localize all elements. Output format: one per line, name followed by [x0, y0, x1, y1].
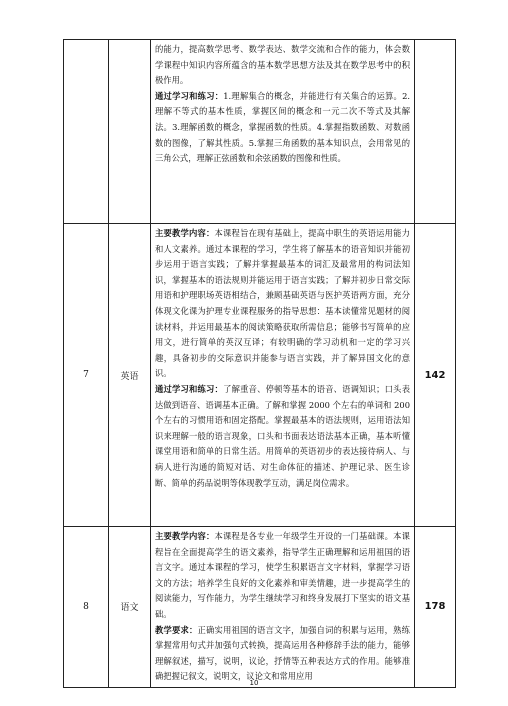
- paragraph-text: 了解重音、停顿等基本的语音、语调知识；口头表达做到语音、语调基本正确。了解和掌握 2000 个左右的单词和 200 个左右的习惯用语和固定搭配。掌握最基本的语法规则，运用语法知识来理解一般的语言现象，口头和书面表达语法基本正确，基本听懂课堂用语和简单的日常生活。用简单的英语初步的表达接待病人、与病人进行沟通的简短对话、对生命体征的描述、护理记录、医生诊断、简单的药品说明等体现教学互动，满足岗位需求。: [155, 383, 410, 488]
- course-hours: 142: [415, 224, 456, 527]
- description-paragraph: [155, 226, 410, 382]
- description-paragraph: [155, 382, 410, 491]
- paragraph-label: 主要教学内容：: [155, 531, 215, 541]
- course-number: 8: [64, 527, 109, 688]
- paragraph-text: 本课程旨在现有基础上，提高中职生的英语运用能力和人文素养。通过本课程的学习，学生将了解基本的语音知识并能初步运用于语言实践；了解并掌握最基本的词汇及最常用的构词法知识，掌握基本的语法规则并能运用于语言实践；了解并初步日常交际用语和护理职场英语相结合，兼顾基础英语与医护英语两方面，充分体现文化课为护理专业课程服务的指导思想：基本读懂常见题材的阅读材料，并运用最基本的阅读策略获取所需信息；能够书写简单的应用文，进行简单的英汉互译；有较明确的学习动机和一定的学习兴趣，具备初步的交际意识并能参与语言实践，并了解异国文化的意识。: [155, 228, 410, 379]
- paragraph-label: 教学要求：: [155, 624, 198, 635]
- paragraph-text: 本课程是各专业一年级学生开设的一门基础课。本课程旨在全面提高学生的语文素养，指导学生正确理解和运用祖国的语言文字。通过本课程的学习，使学生积累语言文字材料，掌握学习语文的方法；培养学生良好的文化素养和审美情趣，进一步提高学生的阅读能力，写作能力，为学生继续学习和终身发展打下坚实的语文基础。: [155, 531, 410, 619]
- course-subject: 英语: [109, 224, 151, 527]
- description-paragraph: [155, 623, 410, 685]
- course-number: 7: [64, 224, 109, 527]
- paragraph-label: 通过学习和练习：: [155, 383, 224, 394]
- paragraph-label: 主要教学内容：: [155, 228, 215, 238]
- paragraph-text: 的能力，提高数学思考、数学表达、数学交流和合作的能力，体会数学课程中知识内容所蕴含的基本数学思想方法及其在数学思考中的积极作用。: [155, 44, 410, 86]
- course-subject: 语文: [109, 527, 151, 688]
- course-description: [151, 40, 415, 224]
- description-paragraph: [155, 529, 410, 623]
- paragraph-text: 正确实用祖国的语言文字，加强自词的积累与运用，熟练掌握常用句式并加强句式转换，提高运用各种修辞手法的能力，能够理解叙述，描写，说明，议论，抒情等五种表达方式的作用。能够准确把握记叙文，说明文，议论文和常用应用: [155, 624, 410, 682]
- course-description: [151, 224, 415, 527]
- paragraph-label: 通过学习和练习：: [155, 90, 224, 101]
- page-number: 10: [249, 679, 259, 687]
- course-subject: [109, 40, 151, 224]
- course-hours: [415, 40, 456, 224]
- description-paragraph: [155, 89, 410, 167]
- course-description: [151, 527, 415, 688]
- course-hours: 178: [415, 527, 456, 688]
- course-number: [64, 40, 109, 224]
- table-row-english: [64, 224, 456, 527]
- description-paragraph: [155, 42, 410, 89]
- course-table: [63, 39, 456, 688]
- paragraph-text: 1.理解集合的概念，并能进行有关集合的运算。2.理解不等式的基本性质，掌握区间的概念和一元二次不等式及其解法。3.理解函数的概念，掌握函数的性质。4.掌握指数函数、对数函数的图像，了解其性质。5.掌握三角函数的基本知识点，会用常见的三角公式，理解正弦函数和余弦函数的图像和性质。: [155, 90, 410, 164]
- table-row-chinese: [64, 527, 456, 688]
- table-row-math-continued: [64, 40, 456, 224]
